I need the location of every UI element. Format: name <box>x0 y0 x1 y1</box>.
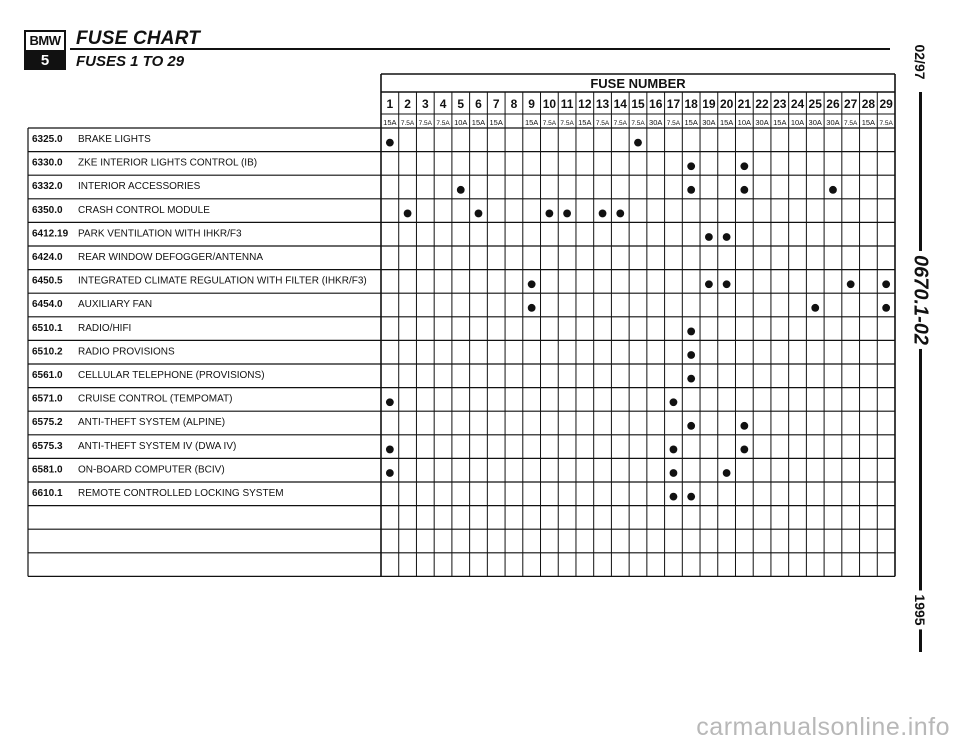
row-code: 6581.0 <box>32 464 63 476</box>
fuse-dot-row8-fuse25 <box>811 304 819 312</box>
fuse-dot-row7-fuse9 <box>528 280 536 288</box>
row-label: REAR WINDOW DEFOGGER/ANTENNA <box>78 252 264 263</box>
fuse-rating-4: 7.5A <box>436 120 450 127</box>
row-code: 6325.0 <box>32 134 63 145</box>
fuse-number-2: 2 <box>404 97 411 111</box>
fuse-dot-row3-fuse26 <box>829 186 837 194</box>
row-code: 6610.1 <box>32 488 63 499</box>
fuse-dot-row16-fuse18 <box>687 493 695 501</box>
row-code: 6575.2 <box>32 417 63 429</box>
fuse-dot-row4-fuse14 <box>616 210 624 218</box>
fuse-dot-row14-fuse17 <box>670 446 678 454</box>
fuse-rating-7: 15A <box>489 118 503 127</box>
fuse-number-28: 28 <box>861 97 876 111</box>
fuse-dot-row15-fuse17 <box>670 469 678 477</box>
row-label: BRAKE LIGHTS <box>78 134 151 145</box>
fuse-dot-row3-fuse18 <box>687 186 695 194</box>
row-code: 6424.0 <box>32 252 63 263</box>
fuse-dot-row4-fuse10 <box>545 210 553 218</box>
fuse-dot-row5-fuse20 <box>723 233 731 241</box>
fuse-rating-3: 7.5A <box>418 120 432 127</box>
fuse-number-10: 10 <box>542 97 557 111</box>
fuse-rating-25: 30A <box>808 118 822 127</box>
fuse-dot-row14-fuse1 <box>386 446 394 454</box>
fuse-number-15: 15 <box>631 97 645 111</box>
logo-brand: BMW <box>26 32 64 52</box>
fuse-rating-23: 15A <box>773 118 787 127</box>
fuse-dot-row15-fuse20 <box>723 469 731 477</box>
row-label: ZKE INTERIOR LIGHTS CONTROL (IB) <box>78 157 258 169</box>
row-code: 6412.19 <box>32 228 69 240</box>
fuse-rating-6: 15A <box>471 118 486 127</box>
fuse-number-13: 13 <box>595 97 610 111</box>
fuse-number-3: 3 <box>421 97 429 111</box>
fuse-number-16: 16 <box>649 97 663 111</box>
row-code: 6330.0 <box>32 157 63 169</box>
side-year: 1995 <box>909 590 931 629</box>
fuse-number-24: 24 <box>790 97 805 111</box>
fuse-rating-15: 7.5A <box>631 120 645 127</box>
row-code: 6561.0 <box>32 370 63 381</box>
fuse-rating-26: 30A <box>826 118 840 127</box>
row-code: 6575.3 <box>32 440 63 452</box>
fuse-dot-row16-fuse17 <box>670 493 678 501</box>
row-code: 6332.0 <box>32 181 63 193</box>
fuse-rating-16: 30A <box>649 118 663 127</box>
fuse-rating-13: 7.5A <box>595 120 610 127</box>
fuse-dot-row15-fuse1 <box>386 469 394 477</box>
fuse-number-23: 23 <box>773 97 787 111</box>
row-label: INTERIOR ACCESSORIES <box>78 181 201 193</box>
fuse-dot-row2-fuse21 <box>740 162 748 170</box>
row-label: REMOTE CONTROLLED LOCKING SYSTEM <box>78 488 284 499</box>
fuse-number-header: FUSE NUMBER <box>590 76 686 91</box>
fuse-number-18: 18 <box>684 97 698 111</box>
row-code: 6450.5 <box>32 275 63 287</box>
row-code: 6454.0 <box>32 299 63 311</box>
row-label: CRUISE CONTROL (TEMPOMAT) <box>78 393 233 405</box>
fuse-rating-28: 15A <box>861 118 876 127</box>
row-code: 6510.1 <box>32 322 63 334</box>
fuse-number-22: 22 <box>755 97 769 111</box>
fuse-dot-row4-fuse2 <box>404 210 412 218</box>
fuse-number-1: 1 <box>386 97 394 111</box>
fuse-number-17: 17 <box>666 97 681 111</box>
fuse-number-4: 4 <box>439 97 447 111</box>
row-label: PARK VENTILATION WITH IHKR/F3 <box>78 228 242 240</box>
row-label: RADIO/HIFI <box>78 322 132 334</box>
fuse-dot-row4-fuse6 <box>475 210 483 218</box>
fuse-rating-29: 7.5A <box>879 120 893 127</box>
fuse-number-12: 12 <box>578 97 592 111</box>
fuse-rating-1: 15A <box>383 118 397 127</box>
fuse-dot-row7-fuse27 <box>847 280 855 288</box>
fuse-dot-row8-fuse29 <box>882 304 890 312</box>
fuse-number-9: 9 <box>528 97 535 111</box>
fuse-number-20: 20 <box>719 97 734 111</box>
fuse-rating-2: 7.5A <box>400 120 415 127</box>
fuse-rating-9: 15A <box>524 118 539 127</box>
row-label: ANTI-THEFT SYSTEM (ALPINE) <box>78 417 226 429</box>
side-rule <box>919 92 922 652</box>
side-section-code: 0670.1-02 <box>906 251 935 349</box>
fuse-dot-row7-fuse29 <box>882 280 890 288</box>
fuse-rating-20: 15A <box>719 118 734 127</box>
fuse-rating-24: 10A <box>790 118 805 127</box>
fuse-number-14: 14 <box>613 97 627 111</box>
fuse-rating-11: 7.5A <box>560 120 574 127</box>
fuse-dot-row3-fuse5 <box>457 186 465 194</box>
side-date: 02/97 <box>909 40 931 83</box>
fuse-dot-row12-fuse1 <box>386 398 394 406</box>
page-title: FUSE CHART <box>76 28 201 49</box>
fuse-rating-17: 7.5A <box>666 120 681 127</box>
fuse-dot-row1-fuse15 <box>634 139 642 147</box>
row-label: ON-BOARD COMPUTER (BCIV) <box>78 464 225 476</box>
row-label: INTEGRATED CLIMATE REGULATION WITH FILTER (IHKR/F3) <box>78 275 367 287</box>
fuse-number-27: 27 <box>844 97 858 111</box>
fuse-rating-14: 7.5A <box>613 120 627 127</box>
fuse-dot-row3-fuse21 <box>740 186 748 194</box>
fuse-dot-row11-fuse18 <box>687 375 695 383</box>
fuse-dot-row13-fuse18 <box>687 422 695 430</box>
fuse-dot-row14-fuse21 <box>740 446 748 454</box>
fuse-rating-10: 7.5A <box>542 120 557 127</box>
fuse-number-5: 5 <box>457 97 465 111</box>
fuse-rating-27: 7.5A <box>844 120 858 127</box>
fuse-dot-row4-fuse11 <box>563 210 571 218</box>
fuse-number-6: 6 <box>475 97 482 111</box>
fuse-number-11: 11 <box>560 97 574 111</box>
fuse-rating-12: 15A <box>578 118 592 127</box>
page-subtitle: FUSES 1 TO 29 <box>76 53 185 70</box>
fuse-dot-row12-fuse17 <box>670 398 678 406</box>
fuse-dot-row10-fuse18 <box>687 351 695 359</box>
fuse-dot-row7-fuse20 <box>723 280 731 288</box>
row-code: 6571.0 <box>32 393 63 405</box>
row-code: 6510.2 <box>32 346 63 358</box>
row-label: RADIO PROVISIONS <box>78 346 175 358</box>
logo-series: 5 <box>26 52 64 70</box>
fuse-dot-row13-fuse21 <box>740 422 748 430</box>
fuse-number-25: 25 <box>808 97 822 111</box>
fuse-dot-row2-fuse18 <box>687 162 695 170</box>
fuse-rating-21: 10A <box>737 118 752 127</box>
fuse-dot-row5-fuse19 <box>705 233 713 241</box>
fuse-dot-row8-fuse9 <box>528 304 536 312</box>
fuse-rating-19: 30A <box>702 118 716 127</box>
row-label: AUXILIARY FAN <box>78 299 153 311</box>
fuse-rating-22: 30A <box>755 118 769 127</box>
fuse-number-8: 8 <box>510 97 518 111</box>
row-label: CRASH CONTROL MODULE <box>78 204 210 216</box>
fuse-number-7: 7 <box>492 97 500 111</box>
fuse-number-29: 29 <box>879 97 893 111</box>
fuse-dot-row9-fuse18 <box>687 328 695 336</box>
fuse-number-26: 26 <box>826 97 840 111</box>
watermark: carmanualsonline.info <box>696 713 950 741</box>
fuse-number-19: 19 <box>702 97 716 111</box>
fuse-dot-row4-fuse13 <box>599 210 607 218</box>
row-code: 6350.0 <box>32 204 63 216</box>
fuse-dot-row7-fuse19 <box>705 280 713 288</box>
fuse-rating-18: 15A <box>684 118 698 127</box>
fuse-number-21: 21 <box>737 97 752 111</box>
fuse-dot-row1-fuse1 <box>386 139 394 147</box>
fuse-rating-5: 10A <box>454 118 468 127</box>
row-label: CELLULAR TELEPHONE (PROVISIONS) <box>78 370 265 381</box>
row-label: ANTI-THEFT SYSTEM IV (DWA IV) <box>78 440 237 452</box>
